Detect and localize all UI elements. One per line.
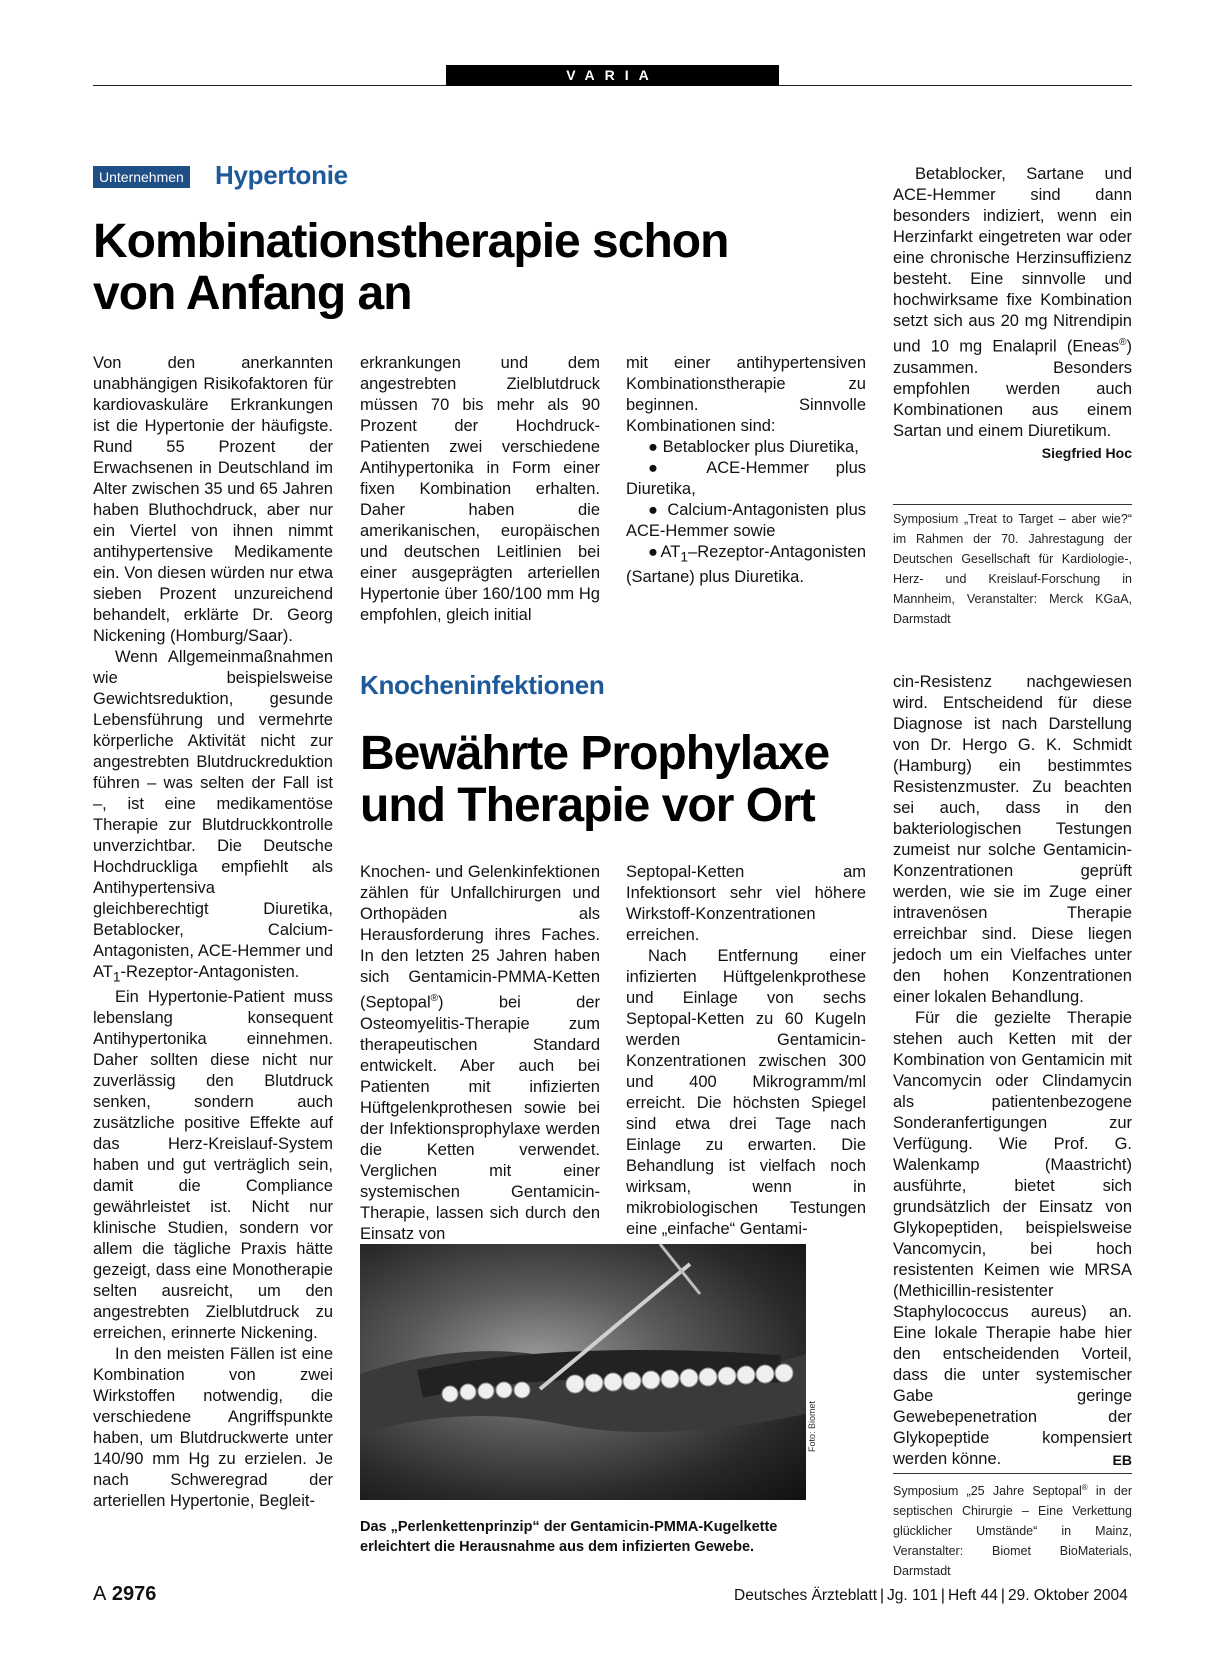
paragraph: mit einer antihypertensiven Kombinationstherapie zu beginnen. Sinnvolle Kombinationen sind: [626, 354, 866, 435]
paragraph: Von den anerkannten unabhängigen Risikofaktoren für kardiovaskuläre Erkrankungen ist die Hypertonie der häufigste. Rund 55 Prozent der Erwachsenen in Deutschland im Alter zwischen 35 und 65 Jahren haben Bluthochdruck, aber nur ein Viertel von ihnen nimmt antihypertensive Medikamente ein. Von diesen würden nur etwa sieben Prozent unzureichend behandelt, erklärte Dr. Georg Nickening (Homburg/Saar). [93, 354, 333, 645]
journal-info [734, 1587, 1128, 1605]
paragraph-text: Knochen- und Gelenkinfektionen zählen für Unfallchirurgen und Orthopäden als Herausforderung ihres Faches. In den letzten 25 Jahren haben sich Gentamicin-PMMA-Ketten (Septopal [360, 863, 600, 1012]
paragraph-text: Betablocker, Sartane und ACE-Hemmer sind dann besonders indiziert, wenn ein Herzinfarkt eingetreten war oder eine chronische Herzinsuffizienz besteht. Eine sinnvolle und hochwirksame fixe Kombination setzt sich aus 20 mg Nitrendipin und 10 mg Enalapril (Eneas [893, 165, 1132, 356]
page-number-value: 2976 [111, 1583, 157, 1605]
paragraph: Ein Hypertonie-Patient muss lebenslang konsequent Antihypertonika einnehmen. Daher sollten diese nicht nur zuverlässig den Blutdruck senken, sondern auch zusätzliche positive Effekte auf das Herz-Kreislauf-System haben und gut verträglich sein, damit die Compliance gewährleistet ist. Nicht nur klinische Studien, sondern vor allem die tägliche Praxis hätte gezeigt, dass eine Monotherapie selten ausreicht, um den angestrebten Zielblutdruck zu erreichen, erinnerte Nickening. [93, 988, 333, 1343]
bullet-icon: ● [648, 543, 661, 561]
article2-topic: Knocheninfektionen [360, 670, 605, 700]
paragraph: cin-Resistenz nachgewiesen wird. Entscheidend für diese Diagnose ist nach Darstellung von Dr. Hergo G. K. Schmidt (Hamburg) ein bestimmtes Resistenzmuster. Zu beachten sei auch, dass in den bakteriologischen Testungen zumeist nur solche Gentamicin-Konzentrationen geprüft werden, wie sie im Zuge einer intravenösen Therapie erreichbar sind. Diese liegen jedoch um ein Vielfaches unter den hohen Konzentrationen einer lokalen Behandlung. [893, 673, 1132, 1006]
list-item [626, 542, 866, 588]
symbol: AT [93, 963, 113, 981]
paragraph-text: -Rezeptor-Antagonisten. [120, 963, 300, 981]
list-item [626, 458, 866, 500]
note-text: Symposium „25 Jahre Septopal [893, 1484, 1082, 1499]
list-item-text: Betablocker plus Diuretika, [662, 438, 859, 456]
bullet-icon: ● [648, 438, 658, 456]
article2-column-2 [360, 862, 600, 1245]
separator: | [940, 1587, 945, 1604]
page-prefix: A [93, 1583, 107, 1605]
subscript: 1 [680, 549, 689, 565]
author: EB [1112, 1452, 1132, 1468]
paragraph [893, 164, 1132, 461]
article2-headline [360, 728, 829, 832]
paragraph-text: Für die gezielte Therapie stehen auch Ketten mit der Kombination von Gentamicin mit Vancomycin oder Clindamycin als patientenbezogene Sonderanfertigungen zur Verfügung. Wie Prof. G. Walenkamp (Maastricht) ausführte, bietet sich grundsätzlich der Einsatz von Glykopeptiden, beispielsweise Vancomycin, bei hoch resistenten Keimen wie MRSA (Methicillin-resistenter Staphylococcus aureus) an. Eine lokale Therapie habe hier den entscheidenden Vorteil, dass die unter systemischer Gabe geringe Gewebepenetration der Glykopeptide kompensiert werden könne. [893, 1009, 1132, 1468]
registered-mark: ® [1081, 1483, 1088, 1492]
subscript: 1 [112, 969, 121, 985]
author: Siegfried Hoc [1041, 444, 1132, 461]
list-item [626, 500, 866, 542]
list-item-text: –Rezeptor-Antagonisten (Sartane) plus Diuretika. [626, 543, 866, 587]
article2-source-note [893, 1473, 1132, 1581]
journal-date: 29. Oktober 2004 [1007, 1587, 1128, 1604]
note-text: in der septischen Chirurgie – Eine Verkettung glücklicher Umstände“ in Mainz, Veranstalter: Biomet BioMaterials, Darmstadt [893, 1484, 1132, 1579]
paragraph [893, 1008, 1132, 1470]
article2-headline-line2: und Therapie vor Ort [360, 779, 815, 832]
separator: | [1000, 1587, 1005, 1604]
paragraph-text: ) bei der Osteomyelitis-Therapie zum therapeutischen Standard entwickelt. Aber auch bei Patienten mit infizierten Hüftgelenkprothesen sowie bei der Infektionsprophylaxe werden die Ketten verwendet. Verglichen mit einer systemischen Gentamicin-Therapie, lassen sich durch den Einsatz von [360, 993, 600, 1243]
article1-headline [93, 216, 728, 320]
photo-caption: Das „Perlenkettenprinzip“ der Gentamicin-PMMA-Kugelkette erleichtert die Herausnahme aus dem infizierten Gewebe. [360, 1519, 778, 1555]
paragraph-text: ) zusammen. Besonders empfohlen werden auch Kombinationen aus einem Sartan und einem Diuretikum. [893, 337, 1132, 440]
paragraph [360, 862, 600, 1245]
article1-column-2 [360, 353, 600, 626]
article1-headline-line1: Kombinationstherapie schon [93, 215, 729, 268]
list-item-text: ACE-Hemmer plus Diuretika, [626, 459, 867, 498]
surgical-photo [360, 1244, 806, 1500]
paragraph [93, 647, 333, 987]
paragraph-text: Wenn Allgemeinmaßnahmen wie beispielsweise Gewichtsreduktion, gesunde Lebensführung und vermehrte körperliche Aktivität nicht zur angestrebten Blutdruckreduktion führen – was selten der Fall ist –, ist eine medikamentöse Therapie zur Blutdruckkontrolle unverzichtbar. Die Deutsche Hochdruckliga empfiehlt als Antihypertensiva gleichberechtigt Diuretika, Betablocker, Calcium-Antagonisten, ACE-Hemmer und [93, 648, 333, 960]
article1-source-note: Symposium „Treat to Target – aber wie?“ im Rahmen der 70. Jahrestagung der Deutschen Gesellschaft für Kardiologie-, Herz- und Kreislauf-Forschung in Mannheim, Veranstalter: Merck KGaA, Darmstadt [893, 504, 1132, 629]
section-label: VARIA [446, 65, 779, 86]
page-number [93, 1583, 156, 1606]
article1-headline-line2: von Anfang an [93, 267, 412, 320]
journal-issue: Heft 44 [947, 1587, 998, 1604]
registered-mark: ® [430, 993, 439, 1004]
article2-column-3 [626, 862, 866, 1240]
article1-column-1 [93, 353, 333, 1512]
article1-column-3 [626, 353, 866, 588]
journal-name: Deutsches Ärzteblatt [734, 1587, 878, 1604]
article1-column-4 [893, 164, 1132, 464]
registered-mark: ® [1119, 337, 1127, 348]
article2-headline-line1: Bewährte Prophylaxe [360, 727, 830, 780]
list-item [626, 437, 866, 458]
bead-chain-image [360, 1244, 806, 1500]
photo-credit: Foto: Biomet [807, 1400, 817, 1452]
journal-volume: Jg. 101 [887, 1587, 938, 1604]
bullet-icon: ● [648, 459, 681, 477]
separator: | [880, 1587, 885, 1604]
article2-column-4 [893, 672, 1132, 1471]
paragraph: erkrankungen und dem angestrebten Zielblutdruck müssen 70 bis mehr als 90 Prozent der Hochdruck-Patienten zwei verschiedene Antihypertonika in Form einer fixen Kombination erhalten. Daher haben die amerikanischen, europäischen und deutschen Leitlinien bei einer ausgeprägten arteriellen Hypertonie über 160/100 mm Hg empfohlen, gleich initial [360, 354, 600, 624]
symbol: AT [660, 543, 681, 561]
paragraph: Septopal-Ketten am Infektionsort sehr viel höhere Wirkstoff-Konzentrationen erreichen. [626, 863, 866, 944]
paragraph: In den meisten Fällen ist eine Kombination von zwei Wirkstoffen notwendig, die verschiedene Angriffspunkte haben, um Blutdruckwerte unter 140/90 mm Hg zu erzielen. Je nach Schweregrad der arteriellen Hypertonie, Begleit- [93, 1345, 333, 1511]
article1-topic: Hypertonie [215, 160, 348, 190]
bullet-icon: ● [648, 501, 661, 519]
paragraph: Nach Entfernung einer infizierten Hüftgelenkprothese und Einlage von sechs Septopal-Ketten zu 60 Kugeln werden Gentamicin-Konzentrationen zwischen 300 und 400 Mikrogramm/ml erreicht. Die höchsten Spiegel sind etwa drei Tage nach Einlage zu erwarten. Die Behandlung ist vielfach noch wirksam, wenn in mikrobiologischen Testungen eine „einfache“ Gentami- [626, 947, 866, 1238]
list-item-text: Calcium-Antagonisten plus ACE-Hemmer sowie [626, 501, 866, 540]
category-tag: Unternehmen [93, 166, 190, 188]
